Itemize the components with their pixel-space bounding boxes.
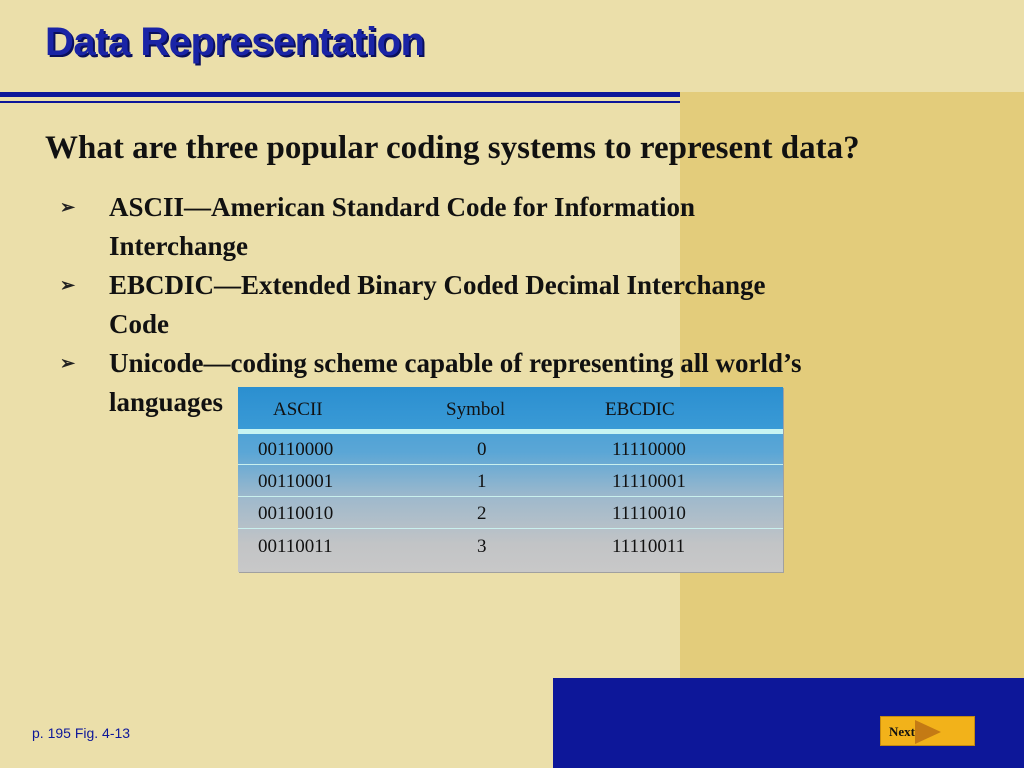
cell-symbol: 1 <box>477 471 487 492</box>
bullet-ascii <box>60 188 829 266</box>
row-divider <box>238 496 783 497</box>
header-separator <box>238 429 783 434</box>
cell-symbol: 2 <box>477 503 487 524</box>
row-divider <box>238 464 783 465</box>
header-ascii: ASCII <box>273 399 323 420</box>
cell-symbol: 3 <box>477 536 487 557</box>
header-ebcdic: EBCDIC <box>605 399 675 420</box>
cell-ebcdic: 11110010 <box>612 503 686 524</box>
cell-symbol: 0 <box>477 439 487 460</box>
cell-ebcdic: 11110001 <box>612 471 686 492</box>
cell-ascii: 00110010 <box>258 503 334 524</box>
title-rule-thick <box>0 92 680 97</box>
bullet-text: Unicode—coding scheme capable of representing all world’s languages <box>109 348 802 417</box>
bullet-text: ASCII—American Standard Code for Information Interchange <box>109 192 696 261</box>
table-row <box>238 533 783 565</box>
cell-ascii: 00110011 <box>258 536 333 557</box>
arrow-bullet-icon: ➢ <box>60 353 76 373</box>
next-label: Next <box>889 724 915 739</box>
bullet-ebcdic <box>60 266 829 344</box>
slide-title: Data Representation <box>45 20 425 64</box>
slide-question: What are three popular coding systems to represent data? <box>45 130 860 166</box>
coding-table <box>238 387 783 572</box>
arrow-bullet-icon: ➢ <box>60 197 76 217</box>
cell-ascii: 00110000 <box>258 439 334 460</box>
bullet-text: EBCDIC—Extended Binary Coded Decimal Interchange Code <box>109 270 766 339</box>
table-header <box>238 387 783 429</box>
page-reference: p. 195 Fig. 4-13 <box>32 725 131 741</box>
next-button[interactable] <box>880 716 975 746</box>
header-symbol: Symbol <box>446 399 506 420</box>
title-rule-thin <box>0 101 680 103</box>
cell-ebcdic: 11110011 <box>612 536 686 557</box>
arrow-bullet-icon: ➢ <box>60 275 76 295</box>
cell-ascii: 00110001 <box>258 471 334 492</box>
arrow-right-icon <box>915 720 941 744</box>
cell-ebcdic: 11110000 <box>612 439 686 460</box>
row-divider <box>238 528 783 529</box>
